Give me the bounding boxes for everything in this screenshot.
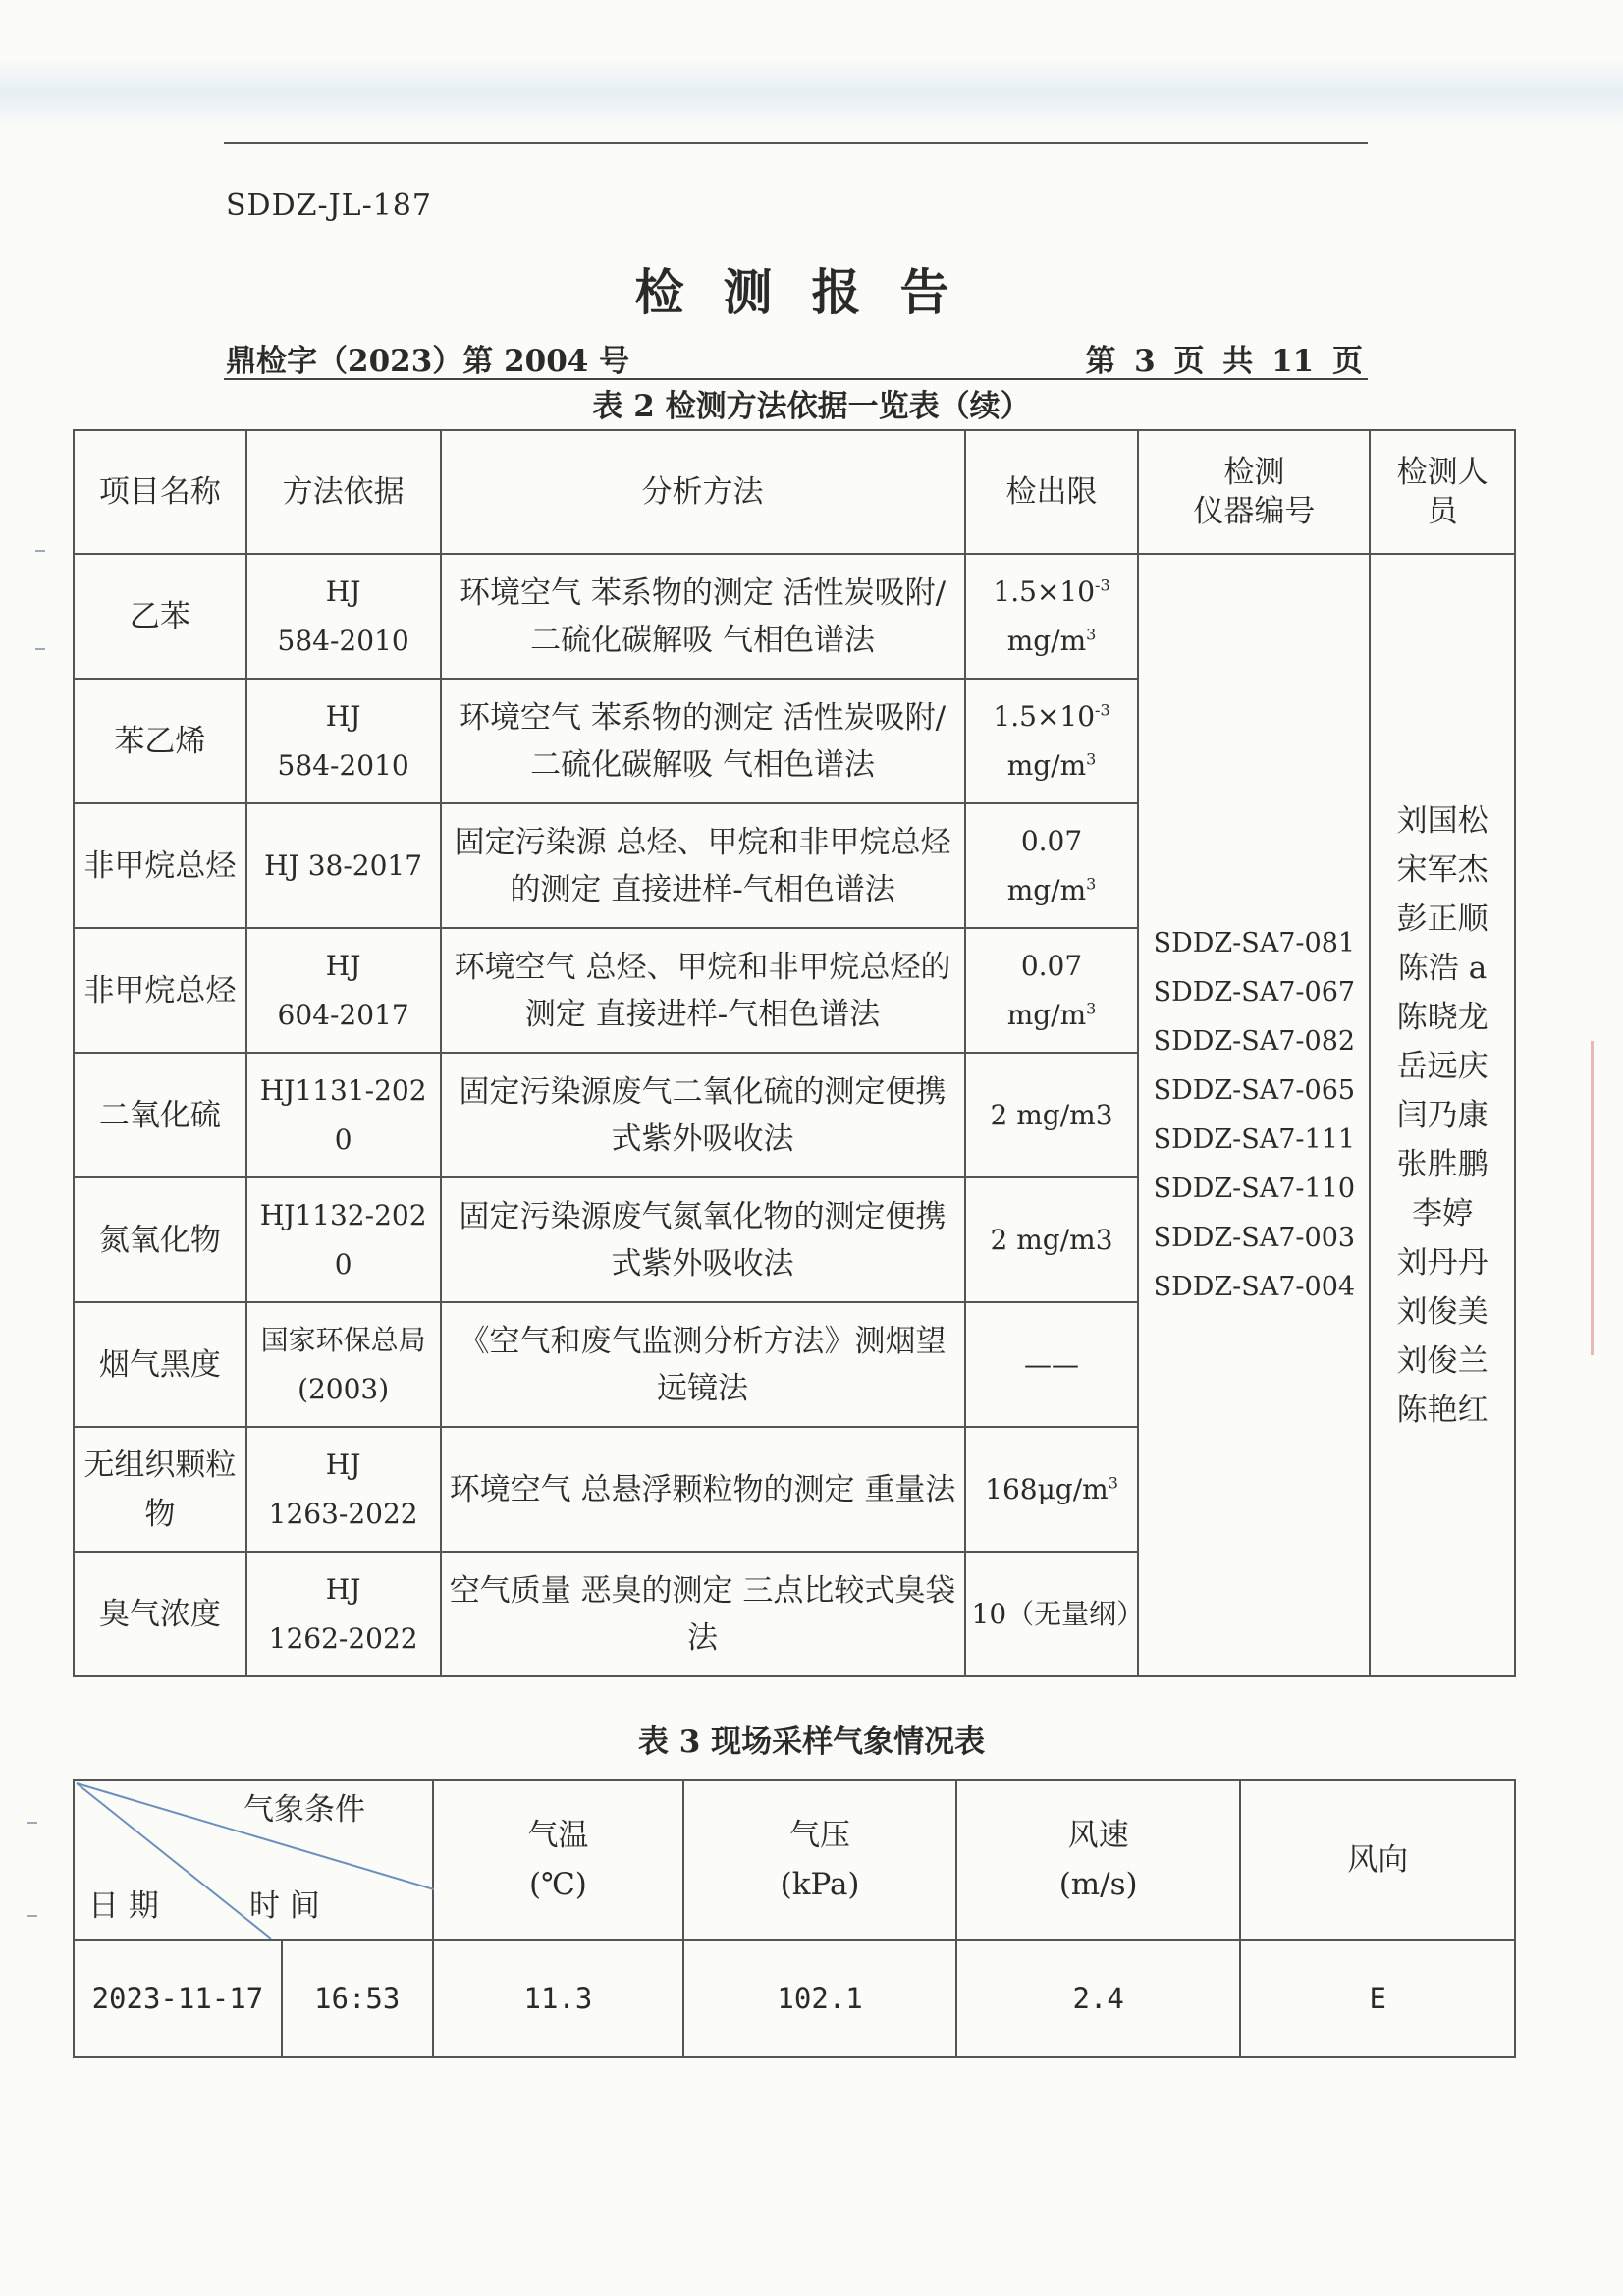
- item-name: 氮氧化物: [74, 1177, 246, 1302]
- diag-mid-label: 时 间: [249, 1888, 320, 1924]
- analysis-method: 环境空气 总悬浮颗粒物的测定 重量法: [441, 1427, 965, 1552]
- analysis-method: 固定污染源废气二氧化硫的测定便携式紫外吸收法: [441, 1053, 965, 1177]
- limit-text: 2 mg/m3: [990, 1223, 1113, 1256]
- method-basis: HJ 1263-2022: [246, 1427, 441, 1552]
- detection-limit: [965, 1177, 1139, 1302]
- limit-unit-line: [972, 991, 1132, 1040]
- staff-name: 陈浩 a: [1397, 950, 1488, 986]
- table3-caption: 表 3 现场采样气象情况表: [637, 1724, 986, 1760]
- limit-value-line: [972, 568, 1132, 617]
- method-basis: 国家环保总局(2003): [246, 1302, 441, 1427]
- instrument-list: [1138, 554, 1370, 1676]
- analysis-method: 环境空气 苯系物的测定 活性炭吸附/二硫化碳解吸 气相色谱法: [441, 554, 965, 679]
- column-header: 检测 仪器编号: [1138, 430, 1370, 554]
- column-header: 方法依据: [246, 430, 441, 554]
- instrument-id: SDDZ-SA7-111: [1153, 1123, 1356, 1155]
- methods-table: [73, 429, 1516, 1677]
- limit-text: ——: [1024, 1347, 1080, 1381]
- detection-limit: [965, 803, 1139, 928]
- limit-value-line: [972, 942, 1132, 991]
- limit-unit-exponent: 3: [1086, 749, 1097, 769]
- method-basis: HJ1131-202 0: [246, 1053, 441, 1177]
- limit-exponent: -3: [1095, 575, 1110, 595]
- staff-name: 刘俊兰: [1396, 1342, 1488, 1379]
- limit-value-line: [972, 1465, 1132, 1514]
- scan-mark: [27, 1915, 37, 1917]
- diag-top-label: 气象条件: [243, 1792, 365, 1828]
- instrument-id: SDDZ-SA7-004: [1153, 1271, 1356, 1302]
- column-header: 分析方法: [441, 430, 965, 554]
- header-underline: [224, 378, 1368, 380]
- cell-pressure: 102.1: [683, 1940, 956, 2057]
- analysis-method: 固定污染源废气氮氧化物的测定便携式紫外吸收法: [441, 1177, 965, 1302]
- limit-unit-line: [972, 866, 1132, 915]
- page-title: 检测报告: [634, 263, 989, 321]
- header-wind-direction: 风向: [1240, 1780, 1515, 1940]
- item-name: 烟气黑度: [74, 1302, 246, 1427]
- table-row: [74, 554, 1515, 679]
- detection-limit: [965, 1427, 1139, 1552]
- method-basis: HJ 584-2010: [246, 554, 441, 679]
- page-info: 第 3 页 共 11 页: [1085, 344, 1363, 379]
- limit-unit-line: [972, 617, 1132, 666]
- item-name: 苯乙烯: [74, 679, 246, 803]
- diagonal-header-cell: [74, 1780, 433, 1940]
- method-basis: HJ 1262-2022: [246, 1552, 441, 1676]
- staff-name: 彭正顺: [1396, 901, 1488, 937]
- limit-unit: mg/m: [1006, 748, 1087, 782]
- analysis-method: 《空气和废气监测分析方法》测烟望远镜法: [441, 1302, 965, 1427]
- staff-name: 张胜鹏: [1396, 1146, 1488, 1182]
- header-temperature: 气温 (℃): [433, 1780, 684, 1940]
- weather-table: [73, 1779, 1516, 2058]
- limit-number: 0.07: [1020, 949, 1083, 982]
- column-header: 项目名称: [74, 430, 246, 554]
- staff-name: 岳远庆: [1396, 1048, 1488, 1084]
- limit-unit-line: [972, 741, 1132, 791]
- document-number: 鼎检字（2023）第 2004 号: [226, 344, 630, 379]
- staff-name: 宋军杰: [1396, 851, 1488, 888]
- scan-band: [0, 59, 1623, 128]
- column-header: 检出限: [965, 430, 1139, 554]
- form-code: SDDZ-JL-187: [226, 189, 432, 223]
- scan-mark: [35, 648, 45, 650]
- instrument-id: SDDZ-SA7-065: [1153, 1074, 1356, 1106]
- staff-name: 刘国松: [1396, 802, 1488, 839]
- item-name: 非甲烷总烃: [74, 803, 246, 928]
- diag-left-label: 日 期: [88, 1888, 159, 1924]
- item-name: 臭气浓度: [74, 1552, 246, 1676]
- item-name: 二氧化硫: [74, 1053, 246, 1177]
- detection-limit: [965, 1552, 1145, 1676]
- cell-wind-speed: 2.4: [956, 1940, 1241, 2057]
- limit-number: 0.07: [1020, 824, 1083, 857]
- detection-limit: [965, 928, 1139, 1053]
- header-row: [74, 430, 1515, 554]
- header-pressure: 气压 (kPa): [683, 1780, 956, 1940]
- instrument-id: SDDZ-SA7-067: [1153, 976, 1356, 1008]
- instrument-id: SDDZ-SA7-110: [1153, 1173, 1356, 1204]
- seal-edge: [1591, 1041, 1623, 1355]
- detection-limit: [965, 554, 1139, 679]
- limit-unit: mg/m: [1006, 873, 1087, 906]
- cell-wind-direction: E: [1240, 1940, 1515, 2057]
- limit-number: 1.5×10: [993, 699, 1096, 733]
- staff-name: 陈晓龙: [1396, 999, 1488, 1035]
- scan-mark: [27, 1822, 37, 1824]
- staff-name: 陈艳红: [1396, 1392, 1488, 1428]
- staff-list: [1370, 554, 1515, 1676]
- header-wind-speed: 风速 (m/s): [956, 1780, 1241, 1940]
- limit-unit: mg/m: [1006, 998, 1087, 1031]
- limit-unit-exponent: 3: [1086, 999, 1097, 1018]
- instrument-id: SDDZ-SA7-003: [1153, 1222, 1356, 1253]
- staff-name: 闫乃康: [1396, 1097, 1488, 1133]
- limit-unit-exponent: 3: [1108, 1473, 1118, 1493]
- staff-name: 刘丹丹: [1396, 1244, 1488, 1281]
- item-name: 无组织颗粒物: [74, 1427, 246, 1552]
- header-rule: [224, 142, 1368, 144]
- staff-name: 刘俊美: [1396, 1293, 1488, 1330]
- limit-number: 1.5×10: [993, 574, 1096, 608]
- table2-caption: 表 2 检测方法依据一览表（续）: [592, 389, 1031, 424]
- instrument-id: SDDZ-SA7-081: [1153, 927, 1356, 958]
- analysis-method: 环境空气 总烃、甲烷和非甲烷总烃的测定 直接进样-气相色谱法: [441, 928, 965, 1053]
- limit-unit-exponent: 3: [1086, 625, 1097, 644]
- detection-limit: [965, 1053, 1139, 1177]
- limit-text: 2 mg/m3: [990, 1098, 1113, 1131]
- method-basis: HJ1132-202 0: [246, 1177, 441, 1302]
- cell-temperature: 11.3: [433, 1940, 684, 2057]
- analysis-method: 固定污染源 总烃、甲烷和非甲烷总烃的测定 直接进样-气相色谱法: [441, 803, 965, 928]
- item-name: 非甲烷总烃: [74, 928, 246, 1053]
- cell-time: 16:53: [282, 1940, 433, 2057]
- method-basis: HJ 604-2017: [246, 928, 441, 1053]
- analysis-method: 环境空气 苯系物的测定 活性炭吸附/二硫化碳解吸 气相色谱法: [441, 679, 965, 803]
- limit-unit-exponent: 3: [1086, 874, 1097, 894]
- limit-value-line: [972, 692, 1132, 741]
- method-basis: HJ 38-2017: [246, 803, 441, 928]
- limit-value-line: [972, 817, 1132, 866]
- analysis-method: 空气质量 恶臭的测定 三点比较式臭袋法: [441, 1552, 965, 1676]
- method-basis: HJ 584-2010: [246, 679, 441, 803]
- item-name: 乙苯: [74, 554, 246, 679]
- column-header: 检测人 员: [1370, 430, 1515, 554]
- scan-mark: [35, 550, 45, 552]
- limit-unit: mg/m: [1006, 624, 1087, 657]
- limit-text: 10（无量纲）: [971, 1597, 1145, 1630]
- limit-exponent: -3: [1095, 700, 1110, 720]
- instrument-id: SDDZ-SA7-082: [1153, 1025, 1356, 1057]
- cell-date: 2023-11-17: [74, 1940, 282, 2057]
- staff-name: 李婷: [1412, 1195, 1474, 1231]
- detection-limit: [965, 1302, 1139, 1427]
- detection-limit: [965, 679, 1139, 803]
- limit-number: 168μg/m: [985, 1472, 1109, 1505]
